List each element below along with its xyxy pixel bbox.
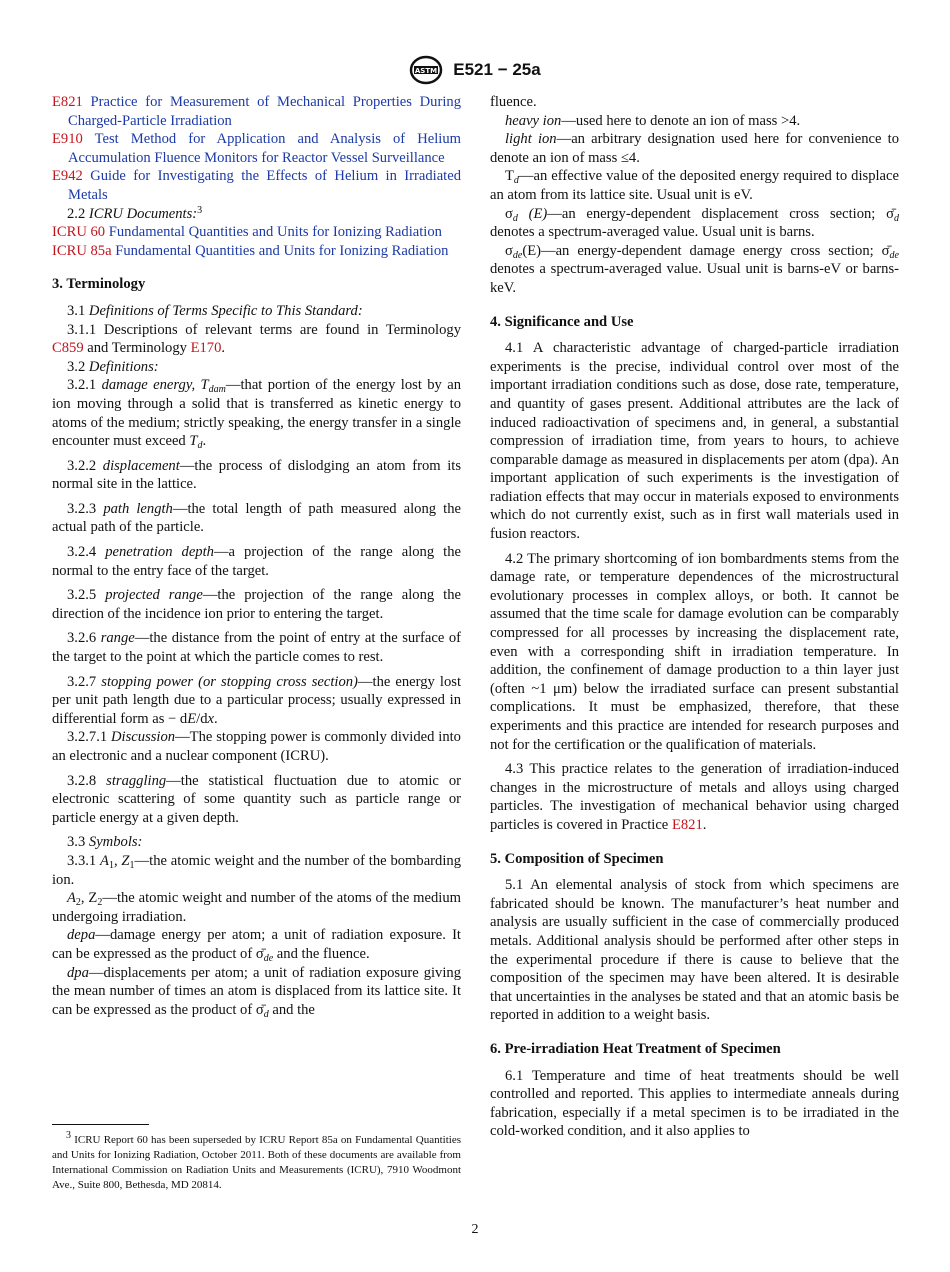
ref-code-link[interactable]: E942 [52,168,83,185]
ref-title-link[interactable]: Guide for Investigating the Effects of Helium in Irradiated Metals [68,168,462,203]
right-column [490,93,899,1141]
para-fluence: fluence. [490,94,537,110]
ref-code-link[interactable]: E821 [52,94,83,110]
ref-code-link[interactable]: ICRU 85a [52,242,112,259]
para-4-3: 4.3 This practice relates to the generation of irradiation-induced changes in the microstructure of metals and alloys using charged particles. The investigation of mechanical behavior using charged particles is covered in Practice E821. [490,761,899,833]
para-3-2-8: 3.2.8 straggling—the statistical fluctuation due to atomic or electronic scattering of some quantity such as particle range or particle energy at a given depth. [52,772,461,826]
para-3-2-7: 3.2.7 stopping power (or stopping cross section)—the energy lost per unit path length due to a particular process; usually expressed in differential form as − dE/dx. [52,673,462,727]
ref-code-link[interactable]: E910 [52,131,83,148]
ref-title-link[interactable]: Fundamental Quantities and Units for Ionizing Radiation [115,242,449,259]
page-header [0,55,950,85]
para-3-2: 3.2 Definitions: [67,358,159,375]
left-column [52,93,461,1019]
para-light-ion: light ion—an arbitrary designation used here for convenience to denote an ion of mass ≤4. [490,131,899,166]
para-sigma-de: $\sigma_{de}(E)—an$ energy-dependent damage energy cross section; $\sigmā_{de}$ denotes a spectrum-averaged value. Usual unit is barns-eV or barns-keV. [490,242,899,296]
para-6-1: 6.1 Temperature and time of heat treatments should be well controlled and reported. This applies to intermediate anneals during fabrication, especially if a metal specimen is to be irradiated in the cold-worked condition, and it also applies to [490,1067,899,1140]
reference-e910 [52,130,461,167]
para-3-3: 3.3 Symbols: [67,834,143,851]
page-number: 2 [471,1222,479,1237]
svg-text:ASTM: ASTM [415,67,438,75]
reference-icru-60 [52,223,461,242]
para-3-1-1: 3.1.1 Descriptions of relevant terms are found in Terminology C859 and Terminology E170. [52,321,461,357]
section-heading-composition: 5. Composition of Specimen [490,850,664,867]
section-heading-heat-treatment: 6. Pre-irradiation Heat Treatment of Specimen [490,1040,781,1057]
ref-code-link[interactable]: E821 [671,816,703,833]
footnote-ref[interactable]: 3 [197,204,203,216]
para-3-2-1: 3.2.1 damage energy, $T_{dam}—that$ portion of the energy lost by an ion moving through a solid that is transferred as kinetic energy to atoms of the medium; strictly speaking, the energy transfer in a single encounter must exceed $T_d$. [52,377,461,452]
para-3-2-7-1: 3.2.7.1 Discussion—The stopping power is commonly divided into an electronic and a nuclear component (ICRU). [52,729,461,764]
para-3-2-3: 3.2.3 path length—the total length of path measured along the actual path of the particle. [52,500,461,536]
ref-title-link[interactable]: Practice for Measurement of Mechanical Properties During Charged-Particle Irradiation [68,94,461,129]
reference-e942 [52,167,461,204]
para-3-2-5: 3.2.5 projected range—the projection of the range along the direction of the incidence ion prior to entering the target. [52,587,462,622]
para-3-2-4: 3.2.4 penetration depth—a projection of the range along the normal to the entry face of the target. [52,544,461,579]
astm-logo-icon [409,55,443,85]
ref-title-link[interactable]: Test Method for Application and Analysis of Helium Accumulation Fluence Monitors for Reactor Vessel Surveillance [68,131,461,166]
footnote-3: $^3$ ICRU Report 60 has been superseded by ICRU Report 85a on Fundamental Quantities and Units for Ionizing Radiation, October 2011. Both of these documents are available from International Commission on Radiation Units and Measurements (ICRU), 7910 Woodmont Ave., Suite 800, Bethesda, MD 20814. [52,1130,461,1191]
section-heading-significance: 4. Significance and Use [490,313,634,330]
para-heavy-ion: heavy ion—used here to denote an ion of mass >4. [505,112,801,129]
para-5-1: 5.1 An elemental analysis of stock from which specimens are fabricated should be known. The manufacturer’s heat number and analysis are usually sufficient in the case of commercially produced metals. Additional analysis should be performed after other steps in the experimental procedure if there is cause to believe that the composition of the specimen may have been altered. It is desirable that uncertainties in the analyses be stated and that an atomic basis be reported in addition to a weight basis. [490,877,899,1024]
icru-documents-heading: 2.2 ICRU Documents:$^3$ [67,204,203,222]
para-4-1: 4.1 A characteristic advantage of charged-particle irradiation experiments is the precise, individual control over most of the important irradiation conditions such as dose, dose rate, temperature, and quantity of gases present. Additional attributes are the lack of induced radioactivation of specimens and, in general, a substantial compression of irradiation time, from years to hours, to achieve comparable damage as measured in displacements per atom (dpa). An important application of such experiments is the investigation of radiation effects that may occur in materials exposed to environments which do not currently exist, such as in first wall materials used in fusion reactors. [490,340,899,543]
footnote-divider [52,1124,149,1125]
para-3-1: 3.1 Definitions of Terms Specific to This Standard: [67,302,363,319]
para-3-2-2: 3.2.2 displacement—the process of dislodging an atom from its normal site in the lattice. [52,457,461,493]
para-dpa: dpa—displacements per atom; a unit of radiation exposure giving the mean number of times an atom is displaced from its lattice site. It can be expressed as the product of $\sigmā_d$ and the [52,964,461,1020]
ref-code-link[interactable]: ICRU 60 [52,224,106,241]
section-heading-terminology: 3. Terminology [52,276,146,293]
para-3-2-6: 3.2.6 range—the distance from the point of entry at the surface of the target to the point at which the particle comes to rest. [52,630,461,666]
ref-code-link[interactable]: C859 [52,340,84,357]
para-4-2: 4.2 The primary shortcoming of ion bombardments stems from the damage rate, or temperature dependences of the microstructural evolutionary processes in complex alloys, or both. It cannot be assumed that the time scale for damage evolution can be comparably compressed for all processes by increasing the displacement rate, even with a corresponding shift in irradiation temperature. In addition, the confinement of damage production to a thin layer just (often ~1 μm) below the irradiated surface can present substantial complications. It must be emphasized, therefore, that these experiments and this practice are intended for research purposes and not for the certification or the qualification of materials. [490,550,899,753]
para-sigma-d: $\sigma_d$ (E)—an energy-dependent displacement cross section; $\sigmā_d$ denotes a spectrum-averaged value. Usual unit is barns. [490,205,899,241]
ref-code-link[interactable]: E170 [190,340,222,357]
para-depa: depa—damage energy per atom; a unit of radiation exposure. It can be expressed as the product of $\sigmā_{de}$ and the fluence. [52,927,461,964]
document-designation: E521 − 25a [453,60,541,79]
para-td: $T_d—an$ effective value of the deposited energy required to displace an atom from its lattice site. Usual unit is eV. [490,168,899,203]
para-a2-z2: $A_2$, $Z_2—the$ atomic weight and number of the atoms of the medium undergoing irradiation. [52,890,461,925]
reference-icru-85a [52,242,461,261]
para-3-3-1: 3.3.1 $A_1$, $Z_1—the$ atomic weight and the number of the bombarding ion. [52,852,461,888]
reference-e821 [52,93,461,130]
ref-title-link[interactable]: Fundamental Quantities and Units for Ionizing Radiation [108,224,442,241]
